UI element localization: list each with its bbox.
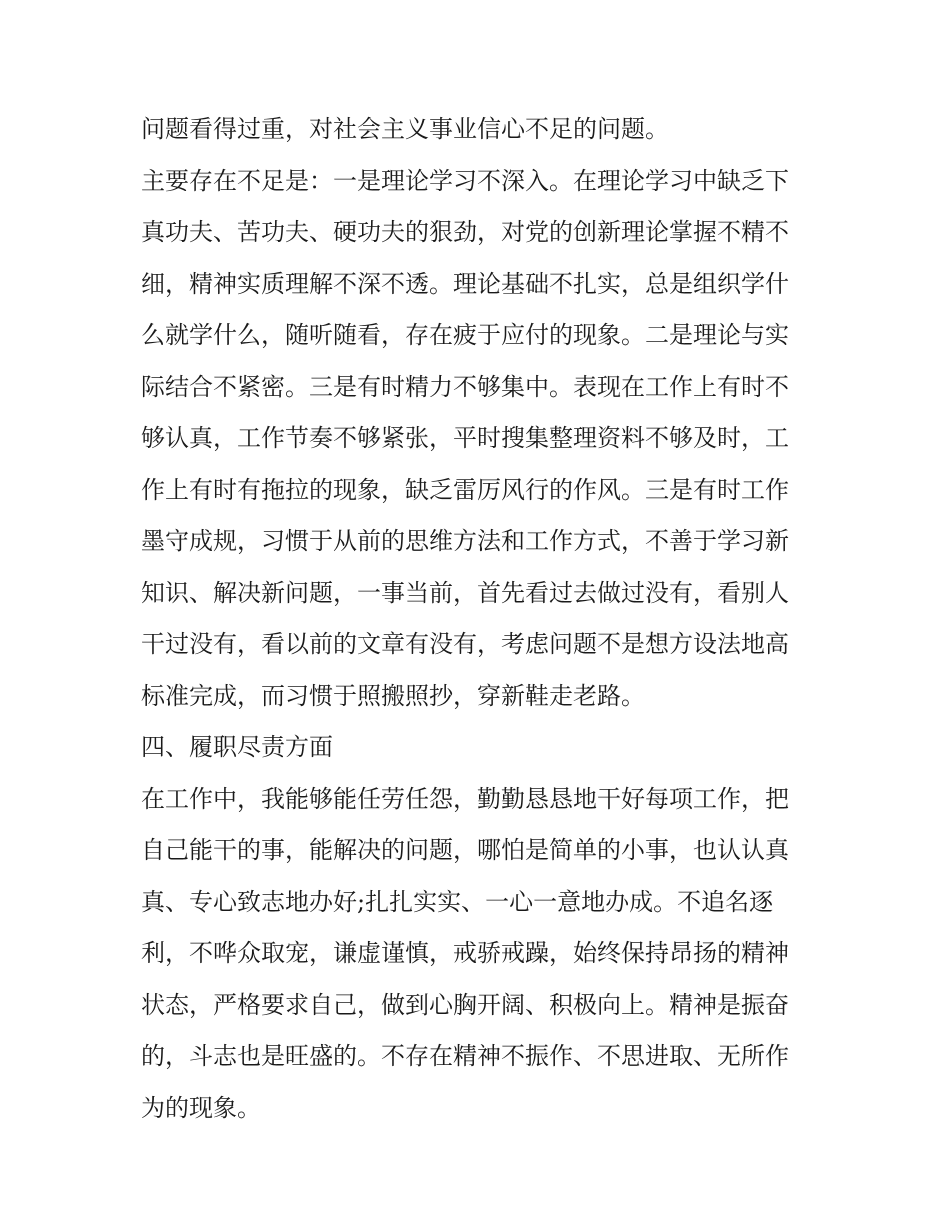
text-line: 干过没有，看以前的文章有没有，考虑问题不是想方设法地高 (141, 630, 789, 658)
text-line: 标准完成，而习惯于照搬照抄，穿新鞋走老路。 (141, 681, 645, 710)
body-text (141, 104, 831, 1134)
text-line: 利，不哗众取宠，谦虚谨慎，戒骄戒躁，始终保持昂扬的精神 (141, 939, 789, 967)
text-line: 为的现象。 (141, 1093, 261, 1122)
text-line: 墨守成规，习惯于从前的思维方法和工作方式，不善于学习新 (141, 527, 789, 555)
text-line: 细，精神实质理解不深不透。理论基础不扎实，总是组织学什 (141, 269, 789, 298)
text-line: 知识、解决新问题，一事当前，首先看过去做过没有，看别人 (141, 578, 789, 607)
text-line: 真功夫、苦功夫、硬功夫的狠劲，对党的创新理论掌握不精不 (141, 218, 789, 246)
text-line: 状态，严格要求自己，做到心胸开阔、积极向上。精神是振奋 (141, 990, 789, 1019)
text-line: 际结合不紧密。三是有时精力不够集中。表现在工作上有时不 (141, 372, 789, 401)
text-line: 真、专心致志地办好;扎扎实实、一心一意地办成。不追名逐 (141, 887, 774, 916)
text-line: 在工作中，我能够能任劳任怨，勤勤恳恳地干好每项工作，把 (141, 784, 789, 813)
text-line: 自己能干的事，能解决的问题，哪怕是简单的小事，也认认真 (141, 836, 789, 864)
text-line: 作上有时有拖拉的现象，缺乏雷厉风行的作风。三是有时工作 (141, 475, 789, 504)
section-heading: 四、履职尽责方面 (141, 733, 333, 761)
text-line: 问题看得过重，对社会主义事业信心不足的问题。 (141, 115, 669, 143)
text-line: 够认真，工作节奏不够紧张，平时搜集整理资料不够及时，工 (141, 424, 789, 452)
text-line: 么就学什么，随听随看，存在疲于应付的现象。二是理论与实 (141, 321, 789, 349)
text-line: 的，斗志也是旺盛的。不存在精神不振作、不思进取、无所作 (141, 1042, 789, 1070)
text-line: 主要存在不足是：一是理论学习不深入。在理论学习中缺乏下 (141, 166, 789, 195)
